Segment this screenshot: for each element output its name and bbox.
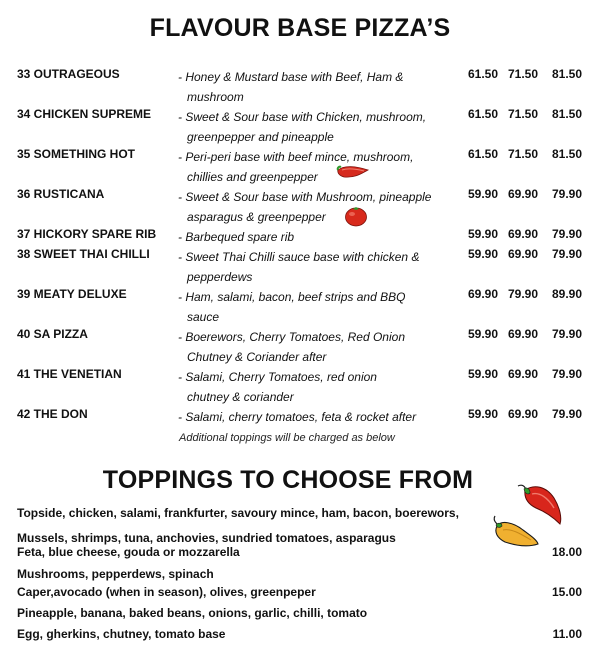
description-line-1: - Honey & Mustard base with Beef, Ham & bbox=[178, 70, 404, 84]
pizza-name: 40 SA PIZZA bbox=[17, 327, 88, 341]
pizza-description bbox=[178, 147, 453, 187]
price-small: 61.50 bbox=[467, 67, 498, 81]
description-line-2: chutney & coriander bbox=[187, 390, 294, 404]
price-medium: 71.50 bbox=[507, 67, 538, 81]
pizza-name: 39 MEATY DELUXE bbox=[17, 287, 127, 301]
additional-toppings-note: Additional toppings will be charged as below bbox=[179, 432, 395, 444]
topping-line: Mushrooms, pepperdews, spinach bbox=[17, 567, 214, 581]
price-small: 59.90 bbox=[467, 227, 498, 241]
section-title-toppings: TOPPINGS TO CHOOSE FROM bbox=[102, 466, 474, 494]
description-line-1: - Sweet Thai Chilli sauce base with chicken & bbox=[178, 250, 420, 264]
cropped-header-text bbox=[0, 0, 600, 4]
description-line-1: - Peri-peri base with beef mince, mushroom, bbox=[178, 150, 414, 164]
pizza-name: 42 THE DON bbox=[17, 407, 88, 421]
description-line-1: - Boerewors, Cherry Tomatoes, Red Onion bbox=[178, 330, 405, 344]
pizza-description bbox=[178, 107, 453, 147]
pizza-row bbox=[0, 227, 600, 247]
price-small: 59.90 bbox=[467, 327, 498, 341]
description-line-2: greenpepper and pineapple bbox=[187, 130, 334, 144]
price-medium: 69.90 bbox=[507, 187, 538, 201]
description-line-1: - Salami, cherry tomatoes, feta & rocket after bbox=[178, 410, 417, 424]
pizza-description bbox=[178, 287, 453, 327]
description-line-2: asparagus & greenpepper bbox=[187, 210, 326, 224]
description-line-1: - Sweet & Sour base with Mushroom, pineapple bbox=[178, 190, 432, 204]
pizza-row bbox=[0, 67, 600, 104]
section-title-flavour-base: FLAVOUR BASE PIZZA’S bbox=[149, 14, 451, 42]
topping-line: Feta, blue cheese, gouda or mozzarella bbox=[17, 545, 240, 559]
pizza-description bbox=[178, 187, 453, 227]
pizza-description bbox=[178, 327, 453, 367]
pizza-name: 37 HICKORY SPARE RIB bbox=[17, 227, 157, 241]
price-large: 79.90 bbox=[551, 187, 582, 201]
price-medium: 69.90 bbox=[507, 327, 538, 341]
price-large: 79.90 bbox=[551, 367, 582, 381]
price-medium: 69.90 bbox=[507, 227, 538, 241]
description-line-2: chillies and greenpepper bbox=[187, 170, 318, 184]
yellow-pepper-icon bbox=[491, 514, 541, 552]
pizza-row bbox=[0, 107, 600, 144]
price-small: 59.90 bbox=[467, 367, 498, 381]
description-line-2: Chutney & Coriander after bbox=[187, 350, 327, 364]
price-small: 59.90 bbox=[467, 407, 498, 421]
description-line-1: - Sweet & Sour base with Chicken, mushroom, bbox=[178, 110, 427, 124]
pizza-description bbox=[178, 367, 453, 407]
price-small: 69.90 bbox=[467, 287, 498, 301]
description-line-2: pepperdews bbox=[187, 270, 253, 284]
price-large: 89.90 bbox=[551, 287, 582, 301]
pizza-row bbox=[0, 367, 600, 404]
pizza-name: 38 SWEET THAI CHILLI bbox=[17, 247, 150, 261]
pizza-row bbox=[0, 187, 600, 224]
topping-line: Topside, chicken, salami, frankfurter, savoury mince, ham, bacon, boerewors, bbox=[17, 506, 459, 520]
pizza-row bbox=[0, 247, 600, 284]
topping-line: Mussels, shrimps, tuna, anchovies, sundried tomatoes, asparagus bbox=[17, 531, 396, 545]
price-large: 81.50 bbox=[551, 147, 582, 161]
topping-price: 18.00 bbox=[551, 545, 582, 559]
pizza-description bbox=[178, 227, 453, 247]
price-small: 61.50 bbox=[467, 107, 498, 121]
topping-line: Caper,avocado (when in season), olives, greenpeper bbox=[17, 585, 316, 599]
pizza-description bbox=[178, 247, 453, 287]
price-large: 81.50 bbox=[551, 67, 582, 81]
pizza-description bbox=[178, 407, 453, 427]
price-medium: 69.90 bbox=[507, 367, 538, 381]
price-small: 61.50 bbox=[467, 147, 498, 161]
price-medium: 69.90 bbox=[507, 247, 538, 261]
pizza-description bbox=[178, 67, 453, 107]
price-small: 59.90 bbox=[467, 187, 498, 201]
price-large: 79.90 bbox=[551, 247, 582, 261]
topping-price: 15.00 bbox=[551, 585, 582, 599]
pizza-row bbox=[0, 147, 600, 184]
pizza-name: 41 THE VENETIAN bbox=[17, 367, 122, 381]
chilli-icon bbox=[336, 164, 370, 180]
pizza-name: 35 SOMETHING HOT bbox=[17, 147, 136, 161]
tomato-icon bbox=[344, 205, 368, 227]
price-large: 79.90 bbox=[551, 227, 582, 241]
price-medium: 69.90 bbox=[507, 407, 538, 421]
description-line-1: - Barbequed spare rib bbox=[178, 230, 295, 244]
price-medium: 79.90 bbox=[507, 287, 538, 301]
pizza-row bbox=[0, 287, 600, 324]
pizza-name: 33 OUTRAGEOUS bbox=[17, 67, 120, 81]
topping-line: Egg, gherkins, chutney, tomato base bbox=[17, 627, 226, 641]
price-small: 59.90 bbox=[467, 247, 498, 261]
description-line-1: - Ham, salami, bacon, beef strips and BBQ bbox=[178, 290, 406, 304]
price-large: 81.50 bbox=[551, 107, 582, 121]
pizza-name: 34 CHICKEN SUPREME bbox=[17, 107, 152, 121]
price-large: 79.90 bbox=[551, 327, 582, 341]
pizza-row bbox=[0, 407, 600, 427]
topping-line: Pineapple, banana, baked beans, onions, garlic, chilli, tomato bbox=[17, 606, 368, 620]
topping-price: 11.00 bbox=[552, 627, 582, 641]
description-line-1: - Salami, Cherry Tomatoes, red onion bbox=[178, 370, 377, 384]
description-line-2: mushroom bbox=[187, 90, 244, 104]
price-large: 79.90 bbox=[551, 407, 582, 421]
pizza-row bbox=[0, 327, 600, 364]
price-medium: 71.50 bbox=[507, 147, 538, 161]
pizza-name: 36 RUSTICANA bbox=[17, 187, 105, 201]
description-line-2: sauce bbox=[187, 310, 220, 324]
price-medium: 71.50 bbox=[507, 107, 538, 121]
